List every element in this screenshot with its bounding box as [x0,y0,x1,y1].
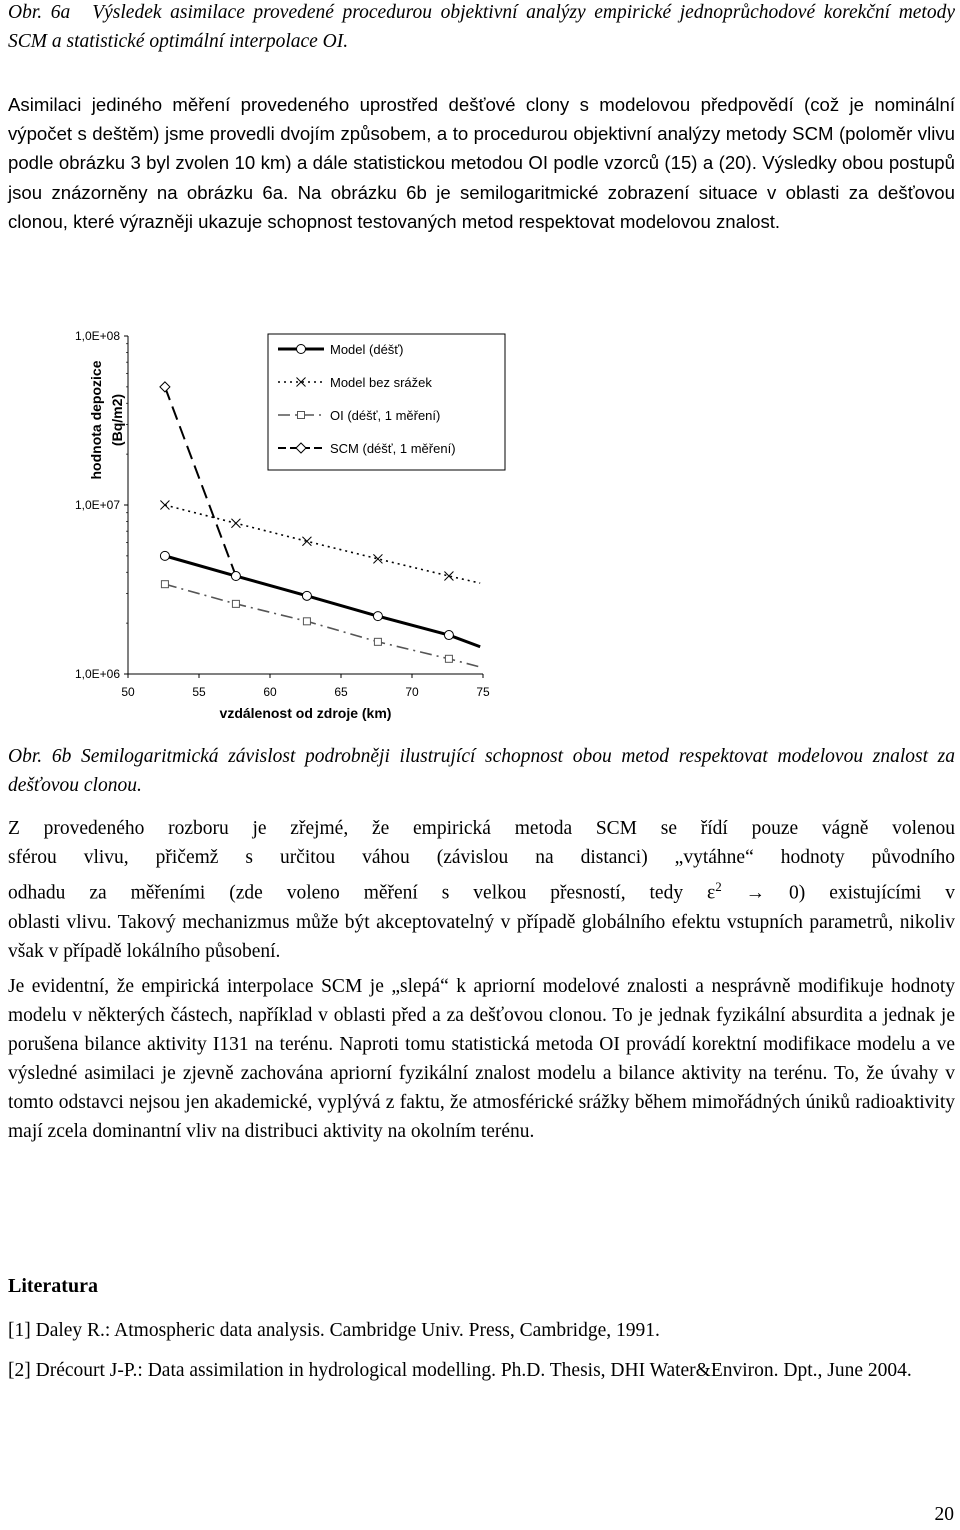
caption-text: 6b Semilogaritmická závislost podrobněji ilustrující schopnost obou metod respektovat modelovou znalost za dešťovou clonou. [8,746,956,796]
x-tick-label: 50 [121,685,135,699]
caption-text: Výsledek asimilace provedené procedurou objektivní analýzy empirické jednoprůchodové korekční metody SCM a statistické optimální interpolace OI. [8,2,956,52]
circle-marker [297,345,306,354]
series-line-2 [165,584,480,667]
circle-marker [160,551,169,560]
square-marker [445,655,452,662]
y-axis-label: hodnota depozice [88,360,104,480]
x-marker [160,501,169,510]
reference-item: [2] Drécourt J-P.: Data assimilation in hydrological modelling. Ph.D. Thesis, DHI Water&Environ. Dpt., June 2004. [8,1360,912,1381]
square-marker [374,638,381,645]
y-tick-label: 1,0E+06 [74,667,120,681]
circle-marker [231,572,240,581]
caption-label: Obr. 6a [8,2,71,23]
literature-heading: Literatura [8,1275,98,1297]
square-marker [232,600,239,607]
y-tick-label: 1,0E+07 [74,498,120,512]
semilog-chart [48,322,518,722]
page-number: 20 [934,1504,954,1525]
chart-legend [268,334,505,470]
figure-caption-6b [8,742,955,800]
square-marker [303,618,310,625]
circle-marker [444,631,453,640]
reference-item: [1] Daley R.: Atmospheric data analysis. Cambridge Univ. Press, Cambridge, 1991. [8,1320,660,1341]
paragraph-2-line: Z provedeného rozboru je zřejmé, že empirická metoda SCM se řídí pouze vágně volenou [8,818,955,839]
paragraph-2-rest: oblasti vlivu. Takový mechanizmus může být akceptovatelný v případě globálního efektu vstupních parametrů, nikoliv však v případě lokálního působení. [8,911,955,962]
x-marker [302,537,311,546]
paragraph-2-text: odhadu za měřeními (zde voleno měření s velkou přesností, tedy ε [8,882,716,904]
paragraph-3: Je evidentní, že empirická interpolace SCM je „slepá“ k apriorní modelové znalosti a nesprávně modifikuje hodnoty modelu v některých částech, například v oblasti před a za dešťovou clonou. To je jednak fyzikální absurdita a jednak je porušena bilance aktivity I131 na terénu. Naproti tomu statistická metoda OI provádí korektní modifikace modelu a ve výsledné asimilaci je zjevně zachována apriorní fyzikální znalost modelu a bilance aktivity na terénu. To, že úvahy v tomto odstavci nejsou jen akademické, vyplývá z faktu, že atmosférické srážky během mimořádných úniků radioaktivity mají zcela dominantní vliv na distribuci aktivity na okolním terénu. [8,976,955,1142]
series-line-1 [165,505,480,583]
square-marker [298,412,305,419]
legend-label: Model bez srážek [330,375,432,390]
legend-label: Model (déšť) [330,342,404,357]
legend-label: SCM (déšť, 1 měření) [330,441,456,456]
x-axis-label: vzdálenost od zdroje (km) [219,705,392,721]
x-tick-label: 55 [192,685,206,699]
paragraph-1: Asimilaci jediného měření provedeného uprostřed dešťové clony s modelovou předpovědí (což je nominální výpočet s deštěm) jsme provedli dvojím způsobem, a to procedurou objektivní analýzy metody SCM (poloměr vlivu podle obrázku 3 byl zvolen 10 km) a dále statistickou metodou OI podle vzorců (15) a (20). Výsledky obou postupů jsou znázorněny na obrázku 6a. Na obrázku 6b je semilogaritmické zobrazení situace v oblasti za dešťovou clonou, které výrazněji ukazuje schopnost testovaných metod respektovat modelovou znalost. [8,94,955,232]
legend-label: OI (déšť, 1 měření) [330,408,441,423]
series-line-3 [165,387,236,576]
caption-label: Obr. [8,746,43,767]
paragraph-2-text: → 0) existujícími v [721,882,955,904]
superscript: 2 [715,879,722,894]
paragraph-2-line: sférou vlivu, přičemž s určitou váhou (závislou na distanci) „vytáhne“ hodnoty původního [8,847,955,868]
y-axis-unit: (Bq/m2) [109,393,125,447]
reference-list [8,1316,955,1396]
paragraph-2-line [8,872,955,908]
y-tick-label: 1,0E+08 [74,329,120,343]
circle-marker [302,591,311,600]
figure-caption-6a [8,0,955,56]
series-line-0 [165,556,480,647]
paragraph-2 [8,814,955,966]
circle-marker [373,612,382,621]
x-tick-label: 65 [334,685,348,699]
x-tick-label: 60 [263,685,277,699]
diamond-marker [160,382,170,392]
x-tick-label: 70 [405,685,419,699]
square-marker [161,581,168,588]
x-tick-label: 75 [476,685,490,699]
x-marker [231,519,240,528]
